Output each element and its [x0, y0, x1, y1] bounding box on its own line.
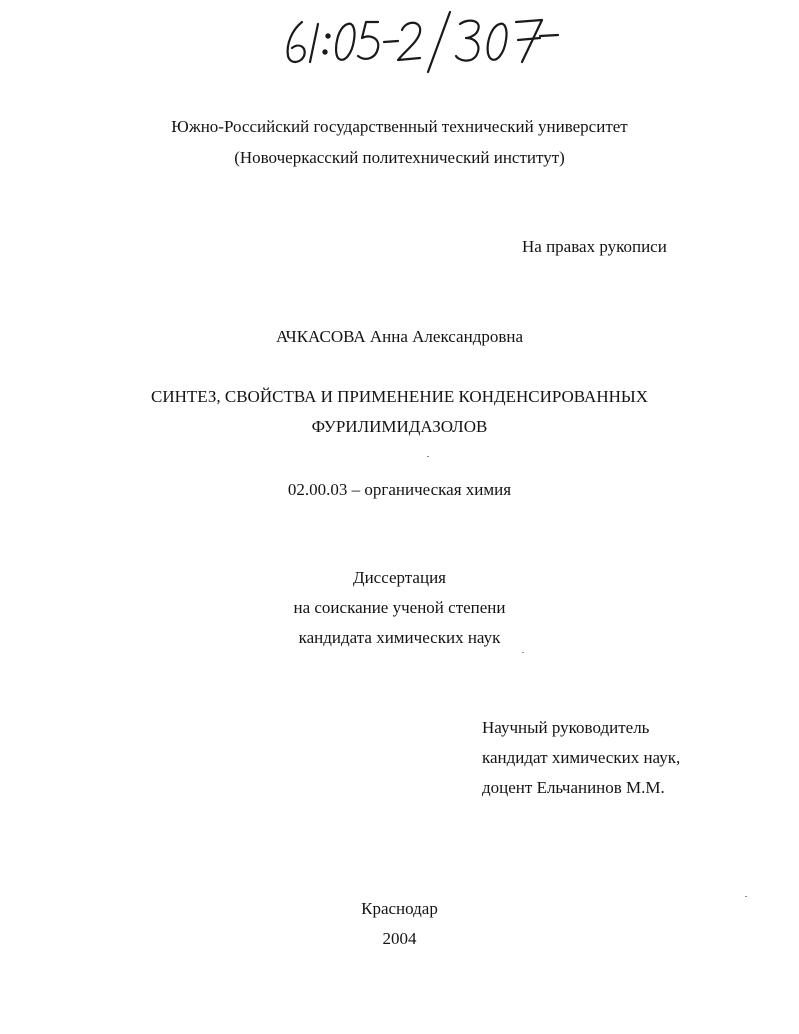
thesis-title-line-1: СИНТЕЗ, СВОЙСТВА И ПРИМЕНЕНИЕ КОНДЕНСИРОВАННЫХ — [150, 387, 648, 406]
handwritten-archive-number — [278, 10, 568, 74]
degree-line-2: на соискание ученой степени — [293, 598, 506, 617]
city: Краснодар — [361, 899, 438, 918]
scan-speck — [745, 896, 747, 897]
thesis-title-line-2: ФУРИЛИМИДАЗОЛОВ — [311, 417, 488, 436]
supervisor-line-1: Научный руководитель — [482, 718, 650, 737]
supervisor-line-2: кандидат химических наук, — [482, 748, 681, 767]
specialty-code: 02.00.03 – органическая химия — [287, 480, 512, 499]
scan-speck — [427, 456, 429, 457]
author-name: АЧКАСОВА Анна Александровна — [275, 327, 524, 346]
degree-line-3: кандидата химических наук — [298, 628, 501, 647]
university-name: Южно-Российский государственный технический университет — [171, 117, 628, 136]
supervisor-line-3: доцент Ельчанинов М.М. — [482, 778, 665, 797]
scan-speck — [522, 652, 524, 653]
year: 2004 — [382, 929, 417, 948]
manuscript-rights-note: На правах рукописи — [522, 237, 667, 256]
degree-line-1: Диссертация — [352, 568, 446, 587]
university-former-name: (Новочеркасский политехнический институт) — [234, 148, 565, 167]
